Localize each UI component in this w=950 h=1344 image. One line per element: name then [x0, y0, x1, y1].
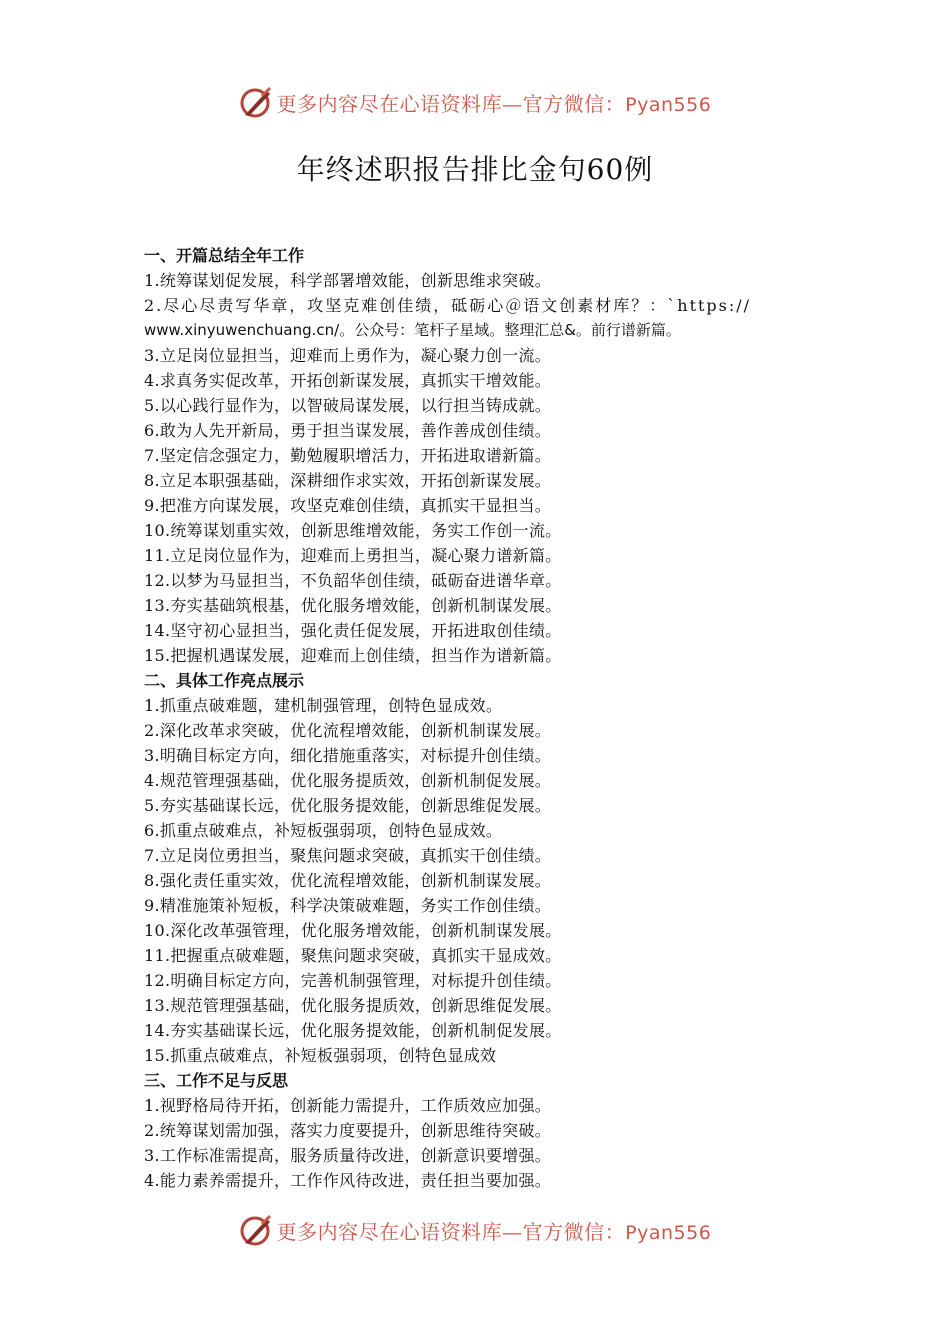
banner-handle: Pyan556: [625, 93, 712, 116]
list-item: 10.深化改革强管理，优化服务增效能，创新机制谋发展。: [144, 921, 562, 940]
list-item: 3.立足岗位显担当，迎难而上勇作为，凝心聚力创一流。: [144, 346, 552, 365]
list-item: 11.把握重点破难题，聚焦问题求突破，真抓实干显成效。: [144, 946, 562, 965]
list-item: 3.工作标准需提高，服务质量待改进，创新意识要增强。: [144, 1146, 552, 1165]
quill-logo-icon: [239, 1213, 273, 1247]
list-item: 6.敢为人先开新局，勇于担当谋发展，善作善成创佳绩。: [144, 421, 552, 440]
list-item: 12.以梦为马显担当，不负韶华创佳绩，砥砺奋进谱华章。: [144, 571, 562, 590]
list-item: 2.尽心尽责写华章，攻坚克难创佳绩，砥砺心＠语文创素材库？：`https://: [144, 296, 752, 315]
list-item: 15.抓重点破难点，补短板强弱项，创特色显成效: [144, 1046, 497, 1065]
list-item: 13.规范管理强基础，优化服务提质效，创新思维促发展。: [144, 996, 562, 1015]
list-item: 13.夯实基础筑根基，优化服务增效能，创新机制谋发展。: [144, 596, 562, 615]
document-body: [144, 243, 824, 1193]
list-item: 1.视野格局待开拓，创新能力需提升，工作质效应加强。: [144, 1096, 552, 1115]
list-item: 8.强化责任重实效，优化流程增效能，创新机制谋发展。: [144, 871, 552, 890]
list-item: 5.以心践行显作为，以智破局谋发展，以行担当铸成就。: [144, 396, 552, 415]
list-item: 2.统筹谋划需加强，落实力度要提升，创新思维待突破。: [144, 1121, 552, 1140]
list-item: 14.坚守初心显担当，强化责任促发展，开拓进取创佳绩。: [144, 621, 562, 640]
list-item: 11.立足岗位显作为，迎难而上勇担当，凝心聚力谱新篇。: [144, 546, 562, 565]
list-item: 15.把握机遇谋发展，迎难而上创佳绩，担当作为谱新篇。: [144, 646, 562, 665]
footer-banner: [0, 1210, 950, 1250]
section-heading: 一、开篇总结全年工作: [144, 246, 305, 265]
header-banner: [0, 82, 950, 122]
list-item: 14.夯实基础谋长远，优化服务提效能，创新机制促发展。: [144, 1021, 562, 1040]
banner-text: 更多内容尽在心语资料库—官方微信：Pyan556: [276, 1219, 712, 1244]
list-item: 1.统筹谋划促发展，科学部署增效能，创新思维求突破。: [144, 271, 552, 290]
list-item: 3.明确目标定方向，细化措施重落实，对标提升创佳绩。: [144, 746, 552, 765]
list-item: 2.深化改革求突破，优化流程增效能，创新机制谋发展。: [144, 721, 552, 740]
list-item: 8.立足本职强基础，深耕细作求实效，开拓创新谋发展。: [144, 471, 552, 490]
list-item: www.xinyuwenchuang.cn/。公众号：笔杆子星域。整理汇总&。前行谱新篇。: [144, 321, 681, 339]
list-item: 7.坚定信念强定力，勤勉履职增活力，开拓进取谱新篇。: [144, 446, 552, 465]
list-item: 1.抓重点破难题，建机制强管理，创特色显成效。: [144, 696, 503, 715]
list-item: 6.抓重点破难点，补短板强弱项，创特色显成效。: [144, 821, 503, 840]
list-item: 7.立足岗位勇担当，聚焦问题求突破，真抓实干创佳绩。: [144, 846, 552, 865]
list-item: 4.规范管理强基础，优化服务提质效，创新机制促发展。: [144, 771, 552, 790]
page-title: 年终述职报告排比金句60例: [296, 153, 654, 186]
banner-handle: Pyan556: [625, 1221, 712, 1244]
list-item: 9.把准方向谋发展，攻坚克难创佳绩，真抓实干显担当。: [144, 496, 552, 515]
list-item: 4.能力素养需提升，工作作风待改进，责任担当要加强。: [144, 1171, 552, 1190]
section-heading: 三、工作不足与反思: [144, 1071, 289, 1090]
list-item: 5.夯实基础谋长远，优化服务提效能，创新思维促发展。: [144, 796, 552, 815]
list-item: 4.求真务实促改革，开拓创新谋发展，真抓实干增效能。: [144, 371, 552, 390]
banner-text: 更多内容尽在心语资料库—官方微信：Pyan556: [276, 91, 712, 116]
list-item: 9.精准施策补短板，科学决策破难题，务实工作创佳绩。: [144, 896, 552, 915]
section-heading: 二、具体工作亮点展示: [144, 671, 305, 690]
list-item: 12.明确目标定方向，完善机制强管理，对标提升创佳绩。: [144, 971, 562, 990]
list-item: 10.统筹谋划重实效，创新思维增效能，务实工作创一流。: [144, 521, 562, 540]
quill-logo-icon: [239, 85, 273, 119]
